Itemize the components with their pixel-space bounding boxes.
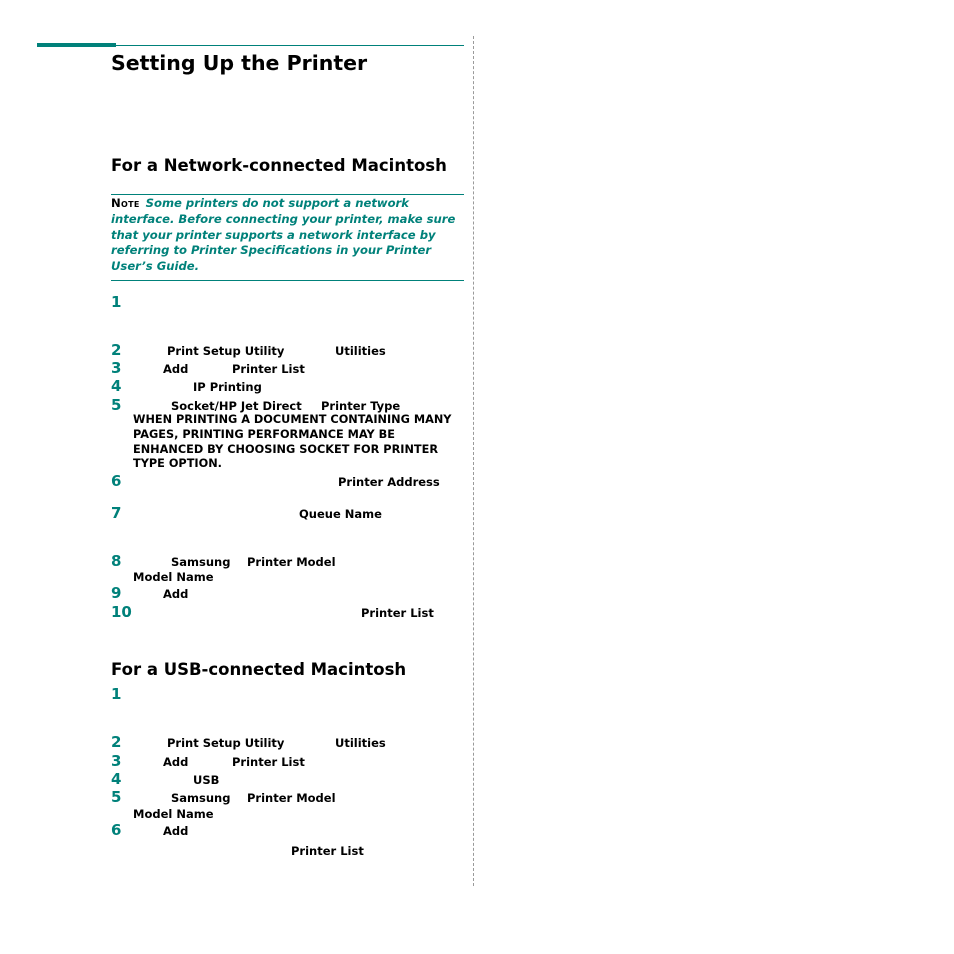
network-step-number: 9 — [111, 584, 122, 602]
network-note — [111, 196, 467, 275]
network-step-number: 6 — [111, 472, 122, 490]
network-step-term: Add — [163, 587, 189, 601]
network-step-term: Samsung — [171, 555, 231, 569]
network-step-number: 4 — [111, 377, 122, 395]
network-step-number: 2 — [111, 341, 122, 359]
usb-step-term: Print Setup Utility — [167, 736, 285, 750]
network-step-term: Printer Type — [321, 399, 401, 413]
usb-step-term: Utilities — [335, 736, 386, 750]
usb-step-term: Printer Model — [247, 791, 336, 805]
usb-step-number: 3 — [111, 752, 122, 770]
page-title: Setting Up the Printer — [111, 51, 368, 75]
usb-step-term: Printer List — [232, 755, 305, 769]
usb-step-number: 4 — [111, 770, 122, 788]
network-step-number: 8 — [111, 552, 122, 570]
network-step-number: 1 — [111, 293, 122, 311]
usb-step-number: 2 — [111, 733, 122, 751]
header-accent-bar — [37, 43, 116, 47]
network-step-5-tip: WHEN PRINTING A DOCUMENT CONTAINING MANY PAGES, PRINTING PERFORMANCE MAY BE ENHANCED BY CHOOSING SOCKET FOR PRINTER TYPE OPTION. — [133, 413, 452, 471]
usb-step-number: 5 — [111, 788, 122, 806]
usb-step-term: Samsung — [171, 791, 231, 805]
network-step-number: 5 — [111, 396, 122, 414]
network-step-term: Printer List — [361, 606, 434, 620]
network-step-term: IP Printing — [193, 380, 262, 394]
network-step-term: Printer List — [232, 362, 305, 376]
network-step-term: Printer Address — [338, 475, 440, 489]
column-divider — [473, 36, 474, 886]
network-step-term: Print Setup Utility — [167, 344, 285, 358]
usb-section-title: For a USB-connected Macintosh — [111, 660, 407, 679]
network-step-term: Model Name — [133, 570, 214, 584]
note-bottom-rule — [111, 280, 464, 281]
usb-step-term: Model Name — [133, 807, 214, 821]
network-step-term: Queue Name — [299, 507, 382, 521]
usb-step-term: Printer List — [291, 844, 364, 858]
network-step-term: Add — [163, 362, 189, 376]
network-step-term: Socket/HP Jet Direct — [171, 399, 302, 413]
note-text: Some printers do not support a network interface. Before connecting your printer, make sure that your printer supports a network interface by referring to Printer Specifications in your Printer User’s Guide. — [111, 196, 456, 274]
network-step-number: 10 — [111, 603, 132, 621]
network-step-number: 3 — [111, 359, 122, 377]
usb-step-term: Add — [163, 824, 189, 838]
network-step-term: Printer Model — [247, 555, 336, 569]
header-rule — [116, 45, 464, 46]
usb-step-number: 6 — [111, 821, 122, 839]
usb-step-number: 1 — [111, 685, 122, 703]
usb-step-term: USB — [193, 773, 220, 787]
usb-step-term: Add — [163, 755, 189, 769]
network-step-term: Utilities — [335, 344, 386, 358]
network-step-number: 7 — [111, 504, 122, 522]
note-label: Note — [111, 196, 140, 210]
network-section-title: For a Network-connected Macintosh — [111, 156, 447, 175]
note-top-rule — [111, 194, 464, 195]
